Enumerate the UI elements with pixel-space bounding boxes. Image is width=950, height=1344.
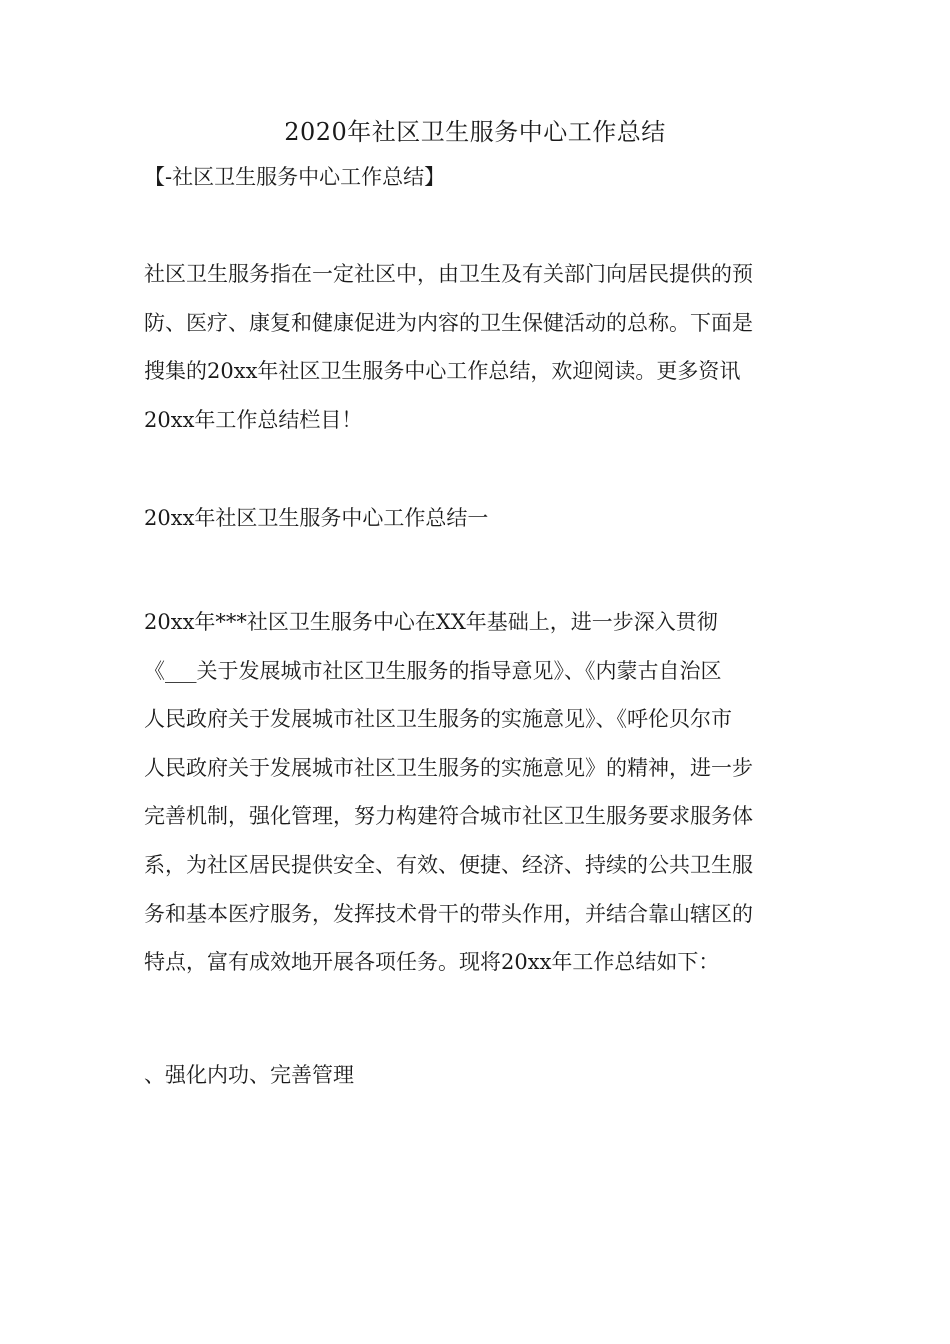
intro-line: 防、医疗、康复和健康促进为内容的卫生保健活动的总称。下面是 [144, 310, 753, 335]
body-line: 人民政府关于发展城市社区卫生服务的实施意见》的精神，进一步 [144, 755, 753, 780]
intro-line: 20xx年工作总结栏目！ [144, 407, 363, 432]
intro-paragraph [144, 250, 804, 444]
body-line: 系，为社区居民提供安全、有效、便捷、经济、持续的公共卫生服 [144, 852, 753, 877]
body-line: 务和基本医疗服务，发挥技术骨干的带头作用，并结合靠山辖区的 [144, 901, 753, 926]
subsection-heading: 、强化内功、完善管理 [144, 1063, 354, 1087]
body-line: 完善机制，强化管理，努力构建符合城市社区卫生服务要求服务体 [144, 804, 753, 829]
body-line: 《___关于发展城市社区卫生服务的指导意见》、《内蒙古自治区 [144, 658, 722, 683]
intro-line: 搜集的20xx年社区卫生服务中心工作总结，欢迎阅读。更多资讯 [144, 359, 741, 384]
body-line: 20xx年***社区卫生服务中心在XX年基础上，进一步深入贯彻 [144, 610, 718, 634]
body-paragraph [144, 598, 804, 987]
document-subtitle: 【-社区卫生服务中心工作总结】 [144, 165, 446, 189]
document-title: 2020年社区卫生服务中心工作总结 [284, 118, 666, 146]
intro-line: 社区卫生服务指在一定社区中，由卫生及有关部门向居民提供的预 [144, 262, 753, 286]
body-line: 人民政府关于发展城市社区卫生服务的实施意见》、《呼伦贝尔市 [144, 707, 732, 732]
section-heading: 20xx年社区卫生服务中心工作总结一 [144, 506, 489, 530]
body-line: 特点，富有成效地开展各项任务。现将20xx年工作总结如下： [144, 950, 720, 975]
